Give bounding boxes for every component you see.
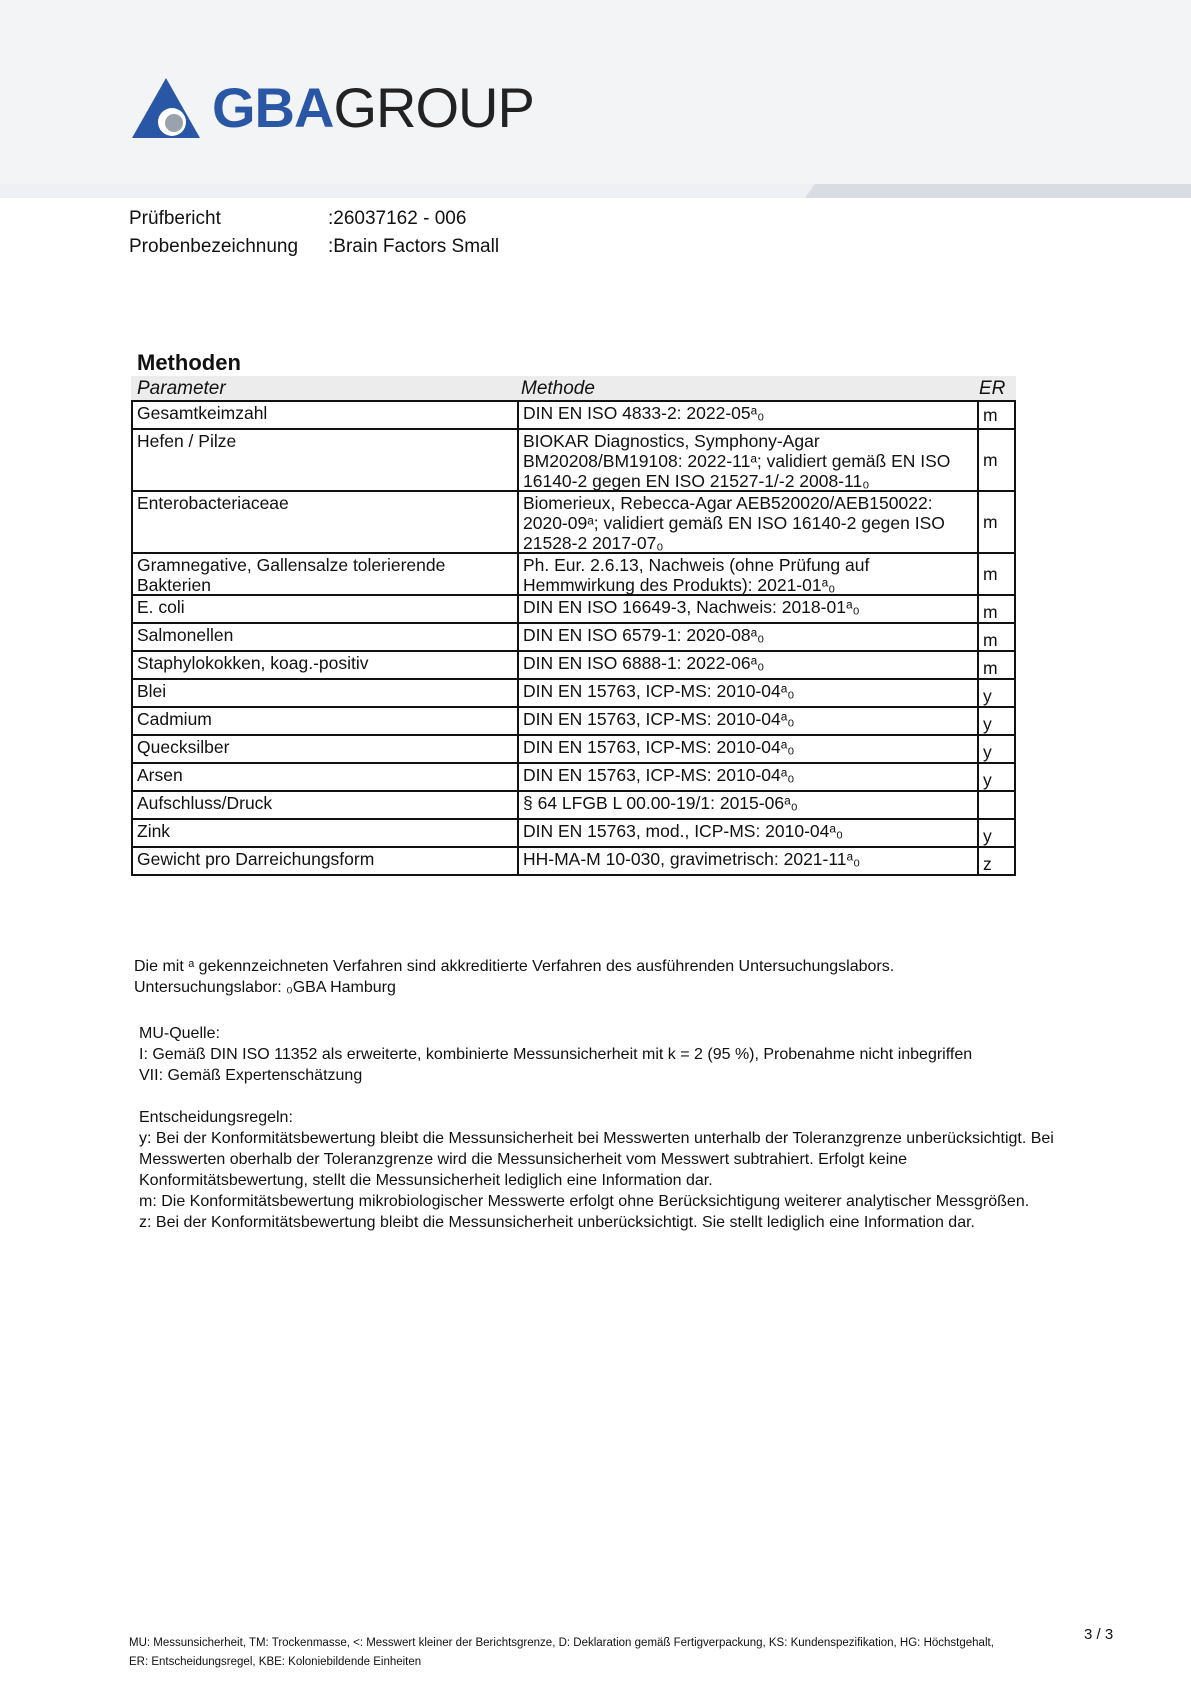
mu-source-1: I: Gemäß DIN ISO 11352 als erweiterte, kombinierte Messunsicherheit mit k = 2 (95 %), Probenahme nicht inbegriffen [139, 1046, 973, 1063]
cell-parameter: Gesamtkeimzahl [133, 402, 519, 428]
gba-group-logo [130, 76, 534, 140]
cell-method: BIOKAR Diagnostics, Symphony-Agar BM20208/BM19108: 2022-11ᵃ; validiert gemäß EN ISO 16140-2 gegen EN ISO 21527-1/-2 2008-11₀ [519, 430, 979, 490]
cell-er: m [983, 450, 998, 470]
mu-title: MU-Quelle: [139, 1025, 220, 1042]
cell-er: m [983, 630, 998, 650]
rule-y-line3: Konformitätsbewertung, stellt die Messunsicherheit lediglich eine Information dar. [139, 1172, 713, 1189]
table-row [131, 624, 1016, 652]
cell-er: y [983, 770, 992, 790]
cell-er: z [983, 854, 992, 874]
section-title: Methoden [137, 350, 241, 375]
cell-parameter: E. coli [133, 596, 519, 622]
cell-method: DIN EN 15763, mod., ICP-MS: 2010-04ᵃ₀ [519, 820, 979, 846]
cell-parameter: Aufschluss/Druck [133, 792, 519, 818]
rule-y-line2: Messwerten oberhalb der Toleranzgrenze wird die Messunsicherheit vom Messwert subtrahiert. Erfolgt keine [139, 1151, 908, 1168]
table-row [131, 554, 1016, 596]
sample-label: Probenbezeichnung [129, 236, 299, 257]
cell-method: DIN EN 15763, ICP-MS: 2010-04ᵃ₀ [519, 736, 979, 762]
header-rule [0, 184, 1191, 198]
cell-method: HH-MA-M 10-030, gravimetrisch: 2021-11ᵃ₀ [519, 848, 979, 874]
table-row [131, 430, 1016, 492]
cell-method: DIN EN 15763, ICP-MS: 2010-04ᵃ₀ [519, 708, 979, 734]
rule-m: m: Die Konformitätsbewertung mikrobiologischer Messwerte erfolgt ohne Berücksichtigung weiterer analytischer Messgrößen. [139, 1193, 1030, 1210]
cell-parameter: Enterobacteriaceae [133, 492, 519, 552]
cell-parameter: Quecksilber [133, 736, 519, 762]
cell-method: Biomerieux, Rebecca-Agar AEB520020/AEB150022: 2020-09ᵃ; validiert gemäß EN ISO 16140-2 gegen ISO 21528-2 2017-07₀ [519, 492, 979, 552]
cell-er: m [983, 602, 998, 622]
cell-er: y [983, 742, 992, 762]
table-row [131, 596, 1016, 624]
cell-er [979, 792, 1014, 818]
page-number: 3 / 3 [1084, 1626, 1114, 1643]
footer-abbreviations-1: MU: Messunsicherheit, TM: Trockenmasse, <: Messwert kleiner der Berichtsgrenze, D: Deklaration gemäß Fertigverpackung, KS: Kundenspezifikation, HG: Höchstgehalt, [129, 1637, 994, 1649]
table-row [131, 736, 1016, 764]
cell-er: m [983, 405, 998, 425]
table-row [131, 492, 1016, 554]
table-header [131, 376, 1016, 400]
cell-er: m [983, 512, 998, 532]
methods-table [131, 376, 1016, 876]
cell-parameter: Salmonellen [133, 624, 519, 650]
logo-text-group: GROUP [333, 76, 534, 139]
gba-logo-icon [130, 76, 202, 140]
cell-er: y [983, 686, 992, 706]
cell-parameter: Hefen / Pilze [133, 430, 519, 490]
cell-method: DIN EN ISO 16649-3, Nachweis: 2018-01ᵃ₀ [519, 596, 979, 622]
rules-title: Entscheidungsregeln: [139, 1109, 293, 1126]
header-parameter: Parameter [137, 378, 226, 399]
header-method: Methode [521, 378, 595, 399]
cell-parameter: Cadmium [133, 708, 519, 734]
cell-er: m [983, 564, 998, 584]
cell-parameter: Arsen [133, 764, 519, 790]
logo-wordmark [212, 76, 534, 140]
header-er: ER [979, 378, 1006, 399]
report-number: :26037162 - 006 [328, 208, 467, 229]
cell-method: DIN EN ISO 4833-2: 2022-05ᵃ₀ [519, 402, 979, 428]
cell-method: DIN EN 15763, ICP-MS: 2010-04ᵃ₀ [519, 764, 979, 790]
lab-note: Untersuchungslabor: ₀GBA Hamburg [134, 979, 396, 996]
cell-parameter: Gramnegative, Gallensalze tolerierende Bakterien [133, 554, 519, 594]
rule-y-line1: y: Bei der Konformitätsbewertung bleibt die Messunsicherheit bei Messwerten unterhalb der Toleranzgrenze unberücksichtigt. Bei [139, 1130, 1054, 1147]
cell-method: Ph. Eur. 2.6.13, Nachweis (ohne Prüfung auf Hemmwirkung des Produkts): 2021-01ᵃ₀ [519, 554, 979, 594]
cell-er: y [983, 826, 992, 846]
report-label: Prüfbericht [129, 208, 221, 229]
table-row [131, 820, 1016, 848]
cell-parameter: Staphylokokken, koag.-positiv [133, 652, 519, 678]
table-row [131, 708, 1016, 736]
mu-source-7: VII: Gemäß Expertenschätzung [139, 1067, 363, 1084]
cell-parameter: Blei [133, 680, 519, 706]
table-row [131, 680, 1016, 708]
table-row [131, 652, 1016, 680]
footer-abbreviations-2: ER: Entscheidungsregel, KBE: Koloniebildende Einheiten [129, 1656, 422, 1668]
cell-method: DIN EN 15763, ICP-MS: 2010-04ᵃ₀ [519, 680, 979, 706]
accreditation-note: Die mit ᵃ gekennzeichneten Verfahren sind akkreditierte Verfahren des ausführenden Untersuchungslabors. [134, 958, 895, 975]
cell-parameter: Zink [133, 820, 519, 846]
cell-er: y [983, 714, 992, 734]
logo-text-gba: GBA [212, 76, 334, 139]
rule-z: z: Bei der Konformitätsbewertung bleibt die Messunsicherheit unberücksichtigt. Sie stellt lediglich eine Information dar. [139, 1214, 975, 1231]
table-row [131, 400, 1016, 430]
cell-method: § 64 LFGB L 00.00-19/1: 2015-06ᵃ₀ [519, 792, 979, 818]
table-row [131, 792, 1016, 820]
sample-name: :Brain Factors Small [328, 236, 500, 257]
table-row [131, 764, 1016, 792]
cell-method: DIN EN ISO 6888-1: 2022-06ᵃ₀ [519, 652, 979, 678]
cell-parameter: Gewicht pro Darreichungsform [133, 848, 519, 874]
cell-er: m [983, 658, 998, 678]
table-row [131, 848, 1016, 876]
cell-method: DIN EN ISO 6579-1: 2020-08ᵃ₀ [519, 624, 979, 650]
